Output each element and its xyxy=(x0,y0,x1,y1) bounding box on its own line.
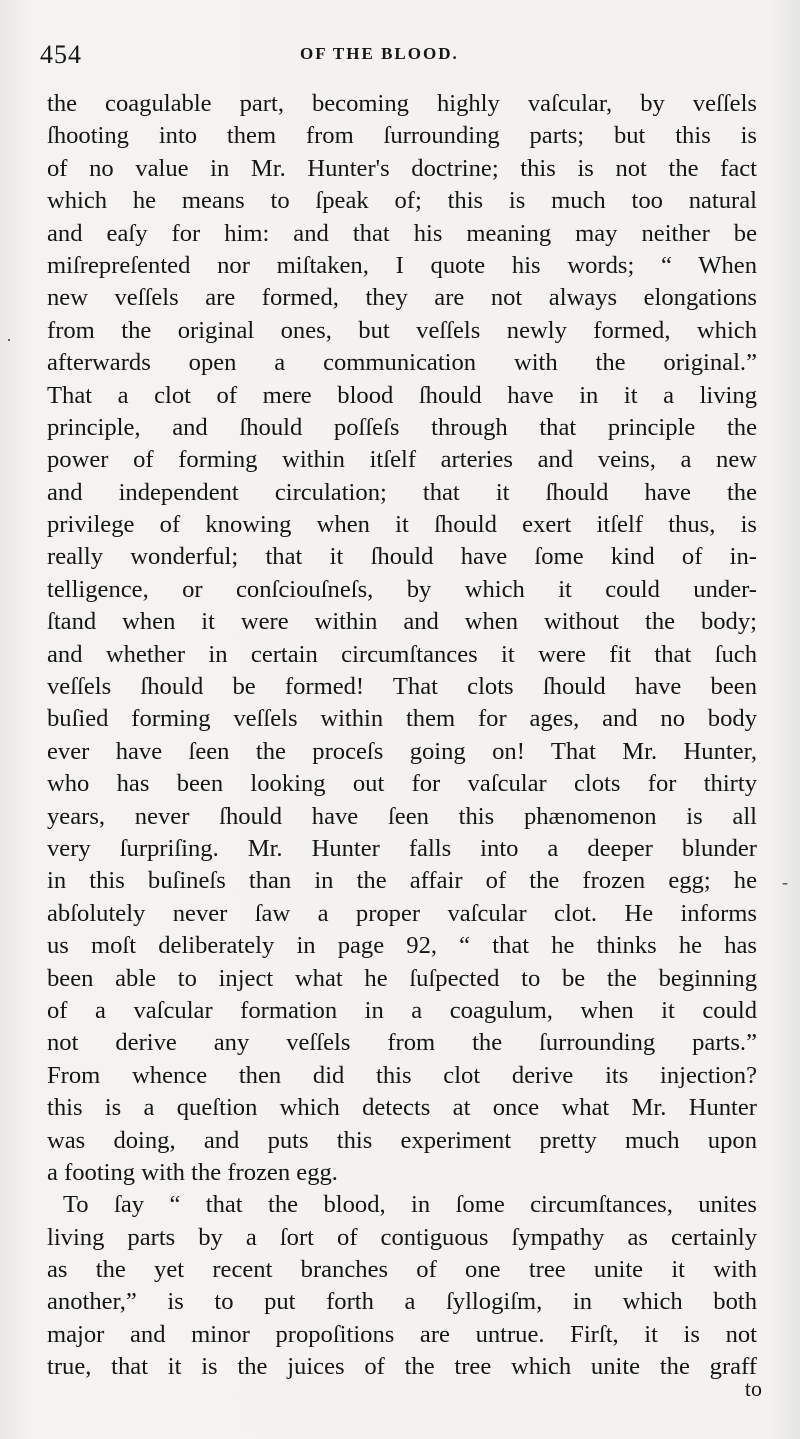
text-line: new veſſels are formed, they are not always elongations xyxy=(47,284,757,312)
text-line: buſied forming veſſels within them for ages, and no body xyxy=(47,705,757,733)
text-line: the coagulable part, becoming highly vaſcular, by veſſels xyxy=(47,90,757,117)
text-line: miſrepreſented nor miſtaken, I quote his words; “ When xyxy=(47,251,757,279)
text-line: From whence then did this clot derive its injection? xyxy=(47,1061,757,1089)
text-line: been able to inject what he ſuſpected to be the beginning xyxy=(47,964,757,992)
text-line: another,” is to put forth a ſyllogiſm, in which both xyxy=(47,1288,757,1316)
text-line: abſolutely never ſaw a proper vaſcular clot. He informs xyxy=(47,899,757,927)
text-line: not derive any veſſels from the ſurrounding parts.” xyxy=(47,1029,757,1057)
text-line: of no value in Mr. Hunter's doctrine; this is not the fact xyxy=(47,154,757,182)
text-line: years, never ſhould have ſeen this phænomenon is all xyxy=(47,802,757,830)
text-line: ever have ſeen the proceſs going on! That Mr. Hunter, xyxy=(47,737,757,765)
text-line: veſſels ſhould be formed! That clots ſhould have been xyxy=(47,673,757,701)
text-line: who has been looking out for vaſcular clots for thirty xyxy=(47,770,757,798)
text-line: and eaſy for him: and that his meaning may neither be xyxy=(47,219,757,247)
text-line: ſhooting into them from ſurrounding parts; but this is xyxy=(47,122,757,150)
text-line: privilege of knowing when it ſhould exert itſelf thus, is xyxy=(47,511,757,539)
text-line: and independent circulation; that it ſhould have the xyxy=(47,478,757,506)
margin-dot: · xyxy=(6,330,12,350)
text-line: really wonderful; that it ſhould have ſome kind of in- xyxy=(47,543,757,571)
text-line: was doing, and puts this experiment pretty much upon xyxy=(47,1126,757,1154)
text-line: and whether in certain circumſtances it were fit that ſuch xyxy=(47,640,757,668)
text-line: very ſurpriſing. Mr. Hunter falls into a deeper blunder xyxy=(47,834,757,862)
text-line: major and minor propoſitions are untrue. Firſt, it is not xyxy=(47,1320,757,1348)
text-line: this is a queſtion which detects at once what Mr. Hunter xyxy=(47,1094,757,1122)
body-text xyxy=(47,88,757,1384)
margin-dash: - xyxy=(782,872,788,892)
text-line: in this buſineſs than in the affair of the frozen egg; he xyxy=(47,867,757,895)
text-line: afterwards open a communication with the original.” xyxy=(47,349,757,377)
text-line: principle, and ſhould poſſeſs through that principle the xyxy=(47,413,757,441)
text-line: ſtand when it were within and when without the body; xyxy=(47,608,757,636)
text-line: power of forming within itſelf arteries and veins, a new xyxy=(47,446,757,474)
page-header xyxy=(0,0,800,80)
text-line: from the original ones, but veſſels newly formed, which xyxy=(47,316,757,344)
running-head: OF THE BLOOD. xyxy=(300,44,459,63)
page-number: 454 xyxy=(40,40,82,69)
text-line: telligence, or conſciouſneſs, by which it could under- xyxy=(47,575,757,603)
text-line: us moſt deliberately in page 92, “ that he thinks he has xyxy=(47,932,757,960)
text-line: of a vaſcular formation in a coagulum, when it could xyxy=(47,996,757,1024)
text-line: living parts by a ſort of contiguous ſympathy as certainly xyxy=(47,1223,757,1251)
catchword: to xyxy=(744,1376,762,1401)
text-line: which he means to ſpeak of; this is much too natural xyxy=(47,187,757,215)
paragraph-start-line: To ſay “ that the blood, in ſome circumſtances, unites xyxy=(63,1191,757,1219)
text-line: as the yet recent branches of one tree unite it with xyxy=(47,1256,757,1284)
text-line: true, that it is the juices of the tree which unite the graff xyxy=(47,1353,757,1381)
text-line: That a clot of mere blood ſhould have in it a living xyxy=(47,381,757,409)
paragraph-end-line: a footing with the frozen egg. xyxy=(47,1158,338,1186)
